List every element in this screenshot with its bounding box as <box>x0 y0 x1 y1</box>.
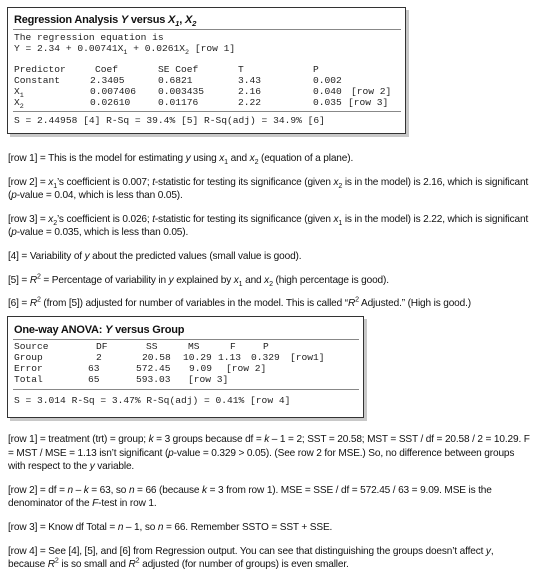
table-row-p: 0.040 <box>313 86 342 97</box>
table-row-predictor: $X_1$ <box>14 86 24 100</box>
note-row-2: [row $2] = x_1’s$ coefficient is 0.007; t-statistic for testing its significance (given $x_2$ is in the model) is 2.16, which is significant (p-value = 0.04, which is less than 0.05). <box>8 176 529 202</box>
anova-row-df: 63 <box>88 363 100 374</box>
title-divider <box>13 29 401 30</box>
anova-row-tag: [row1] <box>290 352 325 363</box>
anova-row-df: 65 <box>88 374 100 385</box>
table-row-tag: [row 3] <box>348 97 389 108</box>
table-row-tag: [row 2] <box>351 86 392 97</box>
table-row-p: 0.035 <box>313 97 342 108</box>
anova-header-source: Source <box>14 341 49 352</box>
note-row-1: [row 1] = This is the model for estimating y using $x_1$ and $x_2$ (equation of a plane). <box>8 153 354 167</box>
anova-row-ms: 10.29 <box>183 352 212 363</box>
table-row-se: 0.6821 <box>158 75 193 86</box>
regression-equation: $Y = 2.34 + 0.00741X_1 + 0.0261X_2$ [row 1] <box>14 43 236 57</box>
anova-note-row-4: [row 4] = See [4], [5], and [6] from Regression output. You can see that distinguishing the groups doesn’t affect y, because $R^2$ is so small and $R^2$ adjusted (for number of groups) is even smaller. <box>8 545 494 571</box>
anova-header-ms: MS <box>188 341 200 352</box>
table-row-t: 2.22 <box>238 97 262 108</box>
anova-row-ss: 572.45 <box>136 363 171 374</box>
anova-row-tag: [row 2] <box>226 363 267 374</box>
anova-row-tag: [row 3] <box>188 374 229 385</box>
table-row-predictor: Constant <box>14 75 61 86</box>
anova-note-row-3: [row 3] = Know df Total = n – 1, so n = 66. Remember SSTO = SST + SSE. <box>8 521 333 533</box>
table-row-predictor: $X_2$ <box>14 97 24 111</box>
equation-label: The regression equation is <box>14 32 164 43</box>
regression-summary: S = 2.44958 [4] R-Sq = 39.4% [5] R-Sq(adj) = 34.9% [6] <box>14 115 325 126</box>
anova-header-df: DF <box>96 341 108 352</box>
header-predictor: Predictor <box>14 64 66 75</box>
note-4: [4] = Variability of y about the predicted values (small value is good). <box>8 250 302 262</box>
anova-title: One-way ANOVA: Y versus Group <box>14 324 185 336</box>
regression-title: Regression Analysis Y versus $X_1$, $X_2$ <box>14 14 197 29</box>
anova-row-ms: 9.09 <box>189 363 213 374</box>
regression-notes <box>8 152 530 311</box>
note-6: $[6] = R^2$ (from [5]) adjusted for number of variables in the model. This is called “$R^2$ Adjusted.” (High is good.) <box>8 296 471 310</box>
table-row-se: 0.003435 <box>158 86 205 97</box>
summary-divider <box>13 111 401 112</box>
anova-row-ss: 20.58 <box>142 352 171 363</box>
anova-note-row-2: [row 2] = df = n – k = 63, so n = 66 (because k = 3 from row 1). MSE = SSE / df = 572.45 / 63 = 9.09. MSE is the denominator of the F-test in row 1. <box>8 484 492 510</box>
table-row-coef: 2.3405 <box>90 75 125 86</box>
table-row-coef: 0.007406 <box>90 86 137 97</box>
anova-row-source: Total <box>14 374 43 385</box>
anova-title-divider <box>13 339 359 340</box>
regression-output-box <box>7 7 406 134</box>
anova-output-box <box>7 316 364 418</box>
anova-row-source: Group <box>14 352 43 363</box>
anova-notes <box>8 433 530 572</box>
header-se-coef: SE Coef <box>158 64 199 75</box>
anova-row-source: Error <box>14 363 43 374</box>
table-row-coef: 0.02610 <box>90 97 131 108</box>
anova-header-ss: SS <box>146 341 158 352</box>
anova-row-f: 1.13 <box>218 352 242 363</box>
anova-summary: S = 3.014 R-Sq = 3.47% R-Sq(adj) = 0.41% [row 4] <box>14 395 291 406</box>
table-row-se: 0.01176 <box>158 97 199 108</box>
table-row-t: 3.43 <box>238 75 262 86</box>
header-t: T <box>238 64 244 75</box>
anova-row-ss: 593.03 <box>136 374 171 385</box>
table-row-p: 0.002 <box>313 75 342 86</box>
header-p: P <box>313 64 319 75</box>
note-row-3: [row $3] = x_2’s$ coefficient is 0.026; t-statistic for testing its significance (given $x_1$ is in the model) is 2.22, which is significant (p-value = 0.035, which is less than 0.05). <box>8 213 529 239</box>
note-5: $[5] = R^2$ = Percentage of variability in y explained by $x_1$ and $x_2$ (high percentage is good). <box>8 273 389 288</box>
table-row-t: 2.16 <box>238 86 262 97</box>
anova-note-row-1: [row 1] = treatment (trt) = group; k = 3 groups because df = k – 1 = 2; SST = 20.58; MST = SST / df = 20.58 / 2 = 10.29. F = MST / MSE = 1.13 isn’t significant (p-value = 0.329 > 0.05). (See row 2 for MSE.) So, no difference between groups with respect to the y variable. <box>8 434 530 473</box>
anova-header-f: F <box>230 341 236 352</box>
header-coef: Coef <box>95 64 119 75</box>
anova-row-p: 0.329 <box>251 352 280 363</box>
anova-row-df: 2 <box>96 352 102 363</box>
anova-header-p: P <box>263 341 269 352</box>
anova-summary-divider <box>13 389 359 390</box>
